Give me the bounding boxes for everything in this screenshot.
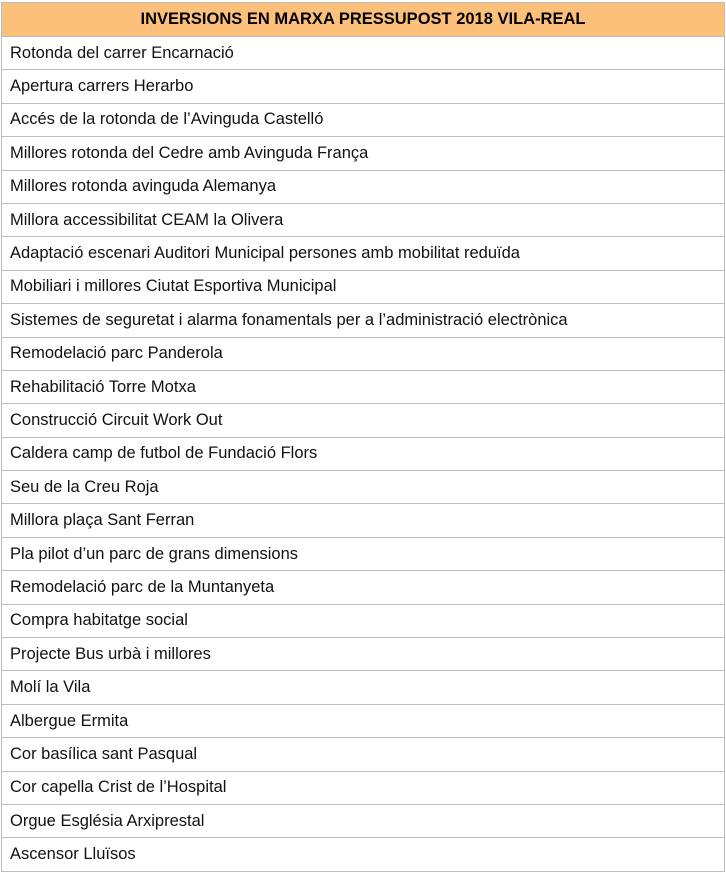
investment-item: Millores rotonda avinguda Alemanya xyxy=(2,170,725,203)
investment-item: Mobiliari i millores Ciutat Esportiva Municipal xyxy=(2,270,725,303)
table-row xyxy=(2,270,725,303)
table-row xyxy=(2,838,725,871)
investment-item: Cor capella Crist de l’Hospital xyxy=(2,771,725,804)
table-row xyxy=(2,738,725,771)
investment-item: Albergue Ermita xyxy=(2,704,725,737)
investment-item: Millora accessibilitat CEAM la Olivera xyxy=(2,203,725,236)
investment-item: Molí la Vila xyxy=(2,671,725,704)
investment-item: Ascensor Lluïsos xyxy=(2,838,725,871)
investment-item: Caldera camp de futbol de Fundació Flors xyxy=(2,437,725,470)
table-row xyxy=(2,337,725,370)
table-row xyxy=(2,203,725,236)
table-row xyxy=(2,37,725,70)
table-row xyxy=(2,537,725,570)
investment-item: Accés de la rotonda de l’Avinguda Castelló xyxy=(2,103,725,136)
table-row xyxy=(2,170,725,203)
table-row xyxy=(2,604,725,637)
investment-item: Remodelació parc de la Muntanyeta xyxy=(2,571,725,604)
table-row xyxy=(2,304,725,337)
table-row xyxy=(2,137,725,170)
table-row xyxy=(2,571,725,604)
table-row xyxy=(2,771,725,804)
table-row xyxy=(2,804,725,837)
investment-item: Millores rotonda del Cedre amb Avinguda França xyxy=(2,137,725,170)
investments-table xyxy=(1,2,725,872)
investment-item: Millora plaça Sant Ferran xyxy=(2,504,725,537)
investment-item: Pla pilot d’un parc de grans dimensions xyxy=(2,537,725,570)
table-row xyxy=(2,103,725,136)
table-row xyxy=(2,504,725,537)
investment-item: Projecte Bus urbà i millores xyxy=(2,638,725,671)
table-row xyxy=(2,471,725,504)
table-row xyxy=(2,237,725,270)
investment-item: Apertura carrers Herarbo xyxy=(2,70,725,103)
investment-item: Compra habitatge social xyxy=(2,604,725,637)
investment-item: Construcció Circuit Work Out xyxy=(2,404,725,437)
investment-item: Seu de la Creu Roja xyxy=(2,471,725,504)
table-row xyxy=(2,704,725,737)
table-row xyxy=(2,70,725,103)
investment-item: Remodelació parc Panderola xyxy=(2,337,725,370)
table-title: INVERSIONS EN MARXA PRESSUPOST 2018 VILA-REAL xyxy=(2,3,725,37)
table-row xyxy=(2,437,725,470)
table-row xyxy=(2,671,725,704)
investment-item: Orgue Església Arxiprestal xyxy=(2,804,725,837)
investment-item: Sistemes de seguretat i alarma fonamentals per a l’administració electrònica xyxy=(2,304,725,337)
investment-item: Rehabilitació Torre Motxa xyxy=(2,370,725,403)
table-body xyxy=(2,37,725,872)
table-header-row xyxy=(2,3,725,37)
table-row xyxy=(2,370,725,403)
investment-item: Rotonda del carrer Encarnació xyxy=(2,37,725,70)
investment-item: Adaptació escenari Auditori Municipal persones amb mobilitat reduïda xyxy=(2,237,725,270)
investment-item: Cor basílica sant Pasqual xyxy=(2,738,725,771)
table-row xyxy=(2,638,725,671)
table-row xyxy=(2,404,725,437)
